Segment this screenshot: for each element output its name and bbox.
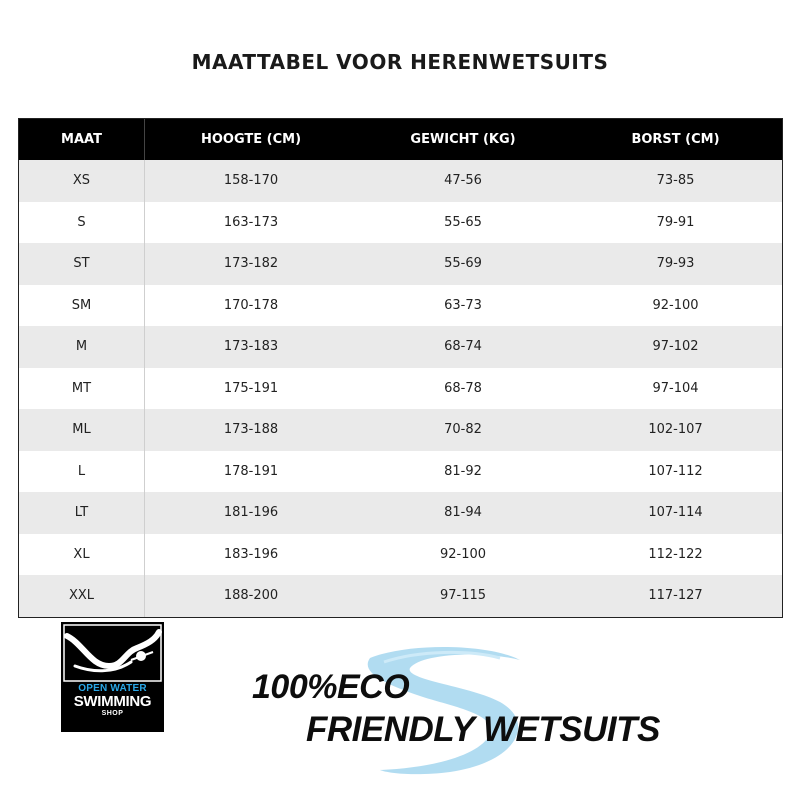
cell-gewicht: 68-78 [444, 380, 482, 396]
size-table [18, 118, 783, 618]
cell-maat: S [19, 202, 145, 244]
cell-gewicht: 63-73 [444, 297, 482, 313]
open-water-swimming-shop-logo [61, 622, 164, 732]
table-row [19, 243, 782, 285]
table-row [19, 326, 782, 368]
logo-text-swimming: SWIMMING [73, 693, 152, 710]
cell-borst: 97-102 [652, 339, 699, 355]
cell-gewicht: 55-65 [444, 214, 482, 230]
cell-hoogte: 173-183 [223, 339, 279, 355]
cell-borst: 107-112 [648, 463, 703, 479]
cell-borst: 102-107 [648, 422, 703, 438]
cell-hoogte: 173-182 [223, 256, 279, 272]
cell-gewicht: 55-69 [444, 256, 482, 272]
header-borst: BORST (CM) [631, 132, 720, 147]
logo-text-shop: SHOP [101, 710, 124, 717]
cell-borst: 73-85 [656, 173, 695, 189]
cell-maat: L [19, 451, 145, 493]
table-row [19, 575, 782, 617]
cell-hoogte: 158-170 [223, 173, 279, 189]
table-row [19, 202, 782, 244]
table-row [19, 285, 782, 327]
cell-borst: 107-114 [648, 505, 703, 521]
cell-borst: 79-93 [656, 256, 695, 272]
cell-maat: ST [19, 243, 145, 285]
cell-maat: SM [19, 285, 145, 327]
cell-borst: 112-122 [648, 546, 703, 562]
cell-maat: LT [19, 492, 145, 534]
cell-maat: ML [19, 409, 145, 451]
cell-hoogte: 188-200 [223, 588, 279, 604]
page-title: MAATTABEL VOOR HERENWETSUITS [191, 50, 609, 74]
cell-borst: 117-127 [648, 588, 703, 604]
table-row [19, 492, 782, 534]
cell-hoogte: 178-191 [223, 463, 279, 479]
cell-hoogte: 170-178 [223, 297, 279, 313]
cell-gewicht: 81-92 [444, 463, 482, 479]
cell-borst: 79-91 [656, 214, 695, 230]
cell-maat: XL [19, 534, 145, 576]
cell-gewicht: 68-74 [444, 339, 482, 355]
logo-text-open-water: OPEN WATER [78, 683, 147, 694]
swimmer-wave-icon [61, 622, 164, 684]
table-row [19, 534, 782, 576]
table-row [19, 368, 782, 410]
cell-maat: XXL [19, 575, 145, 617]
cell-hoogte: 175-191 [223, 380, 279, 396]
tagline-line1: 100%ECO [252, 668, 410, 706]
cell-maat: M [19, 326, 145, 368]
cell-hoogte: 183-196 [223, 546, 279, 562]
cell-hoogte: 173-188 [223, 422, 279, 438]
table-header-row [19, 119, 782, 160]
cell-gewicht: 92-100 [439, 546, 487, 562]
cell-gewicht: 70-82 [444, 422, 482, 438]
header-hoogte: HOOGTE (CM) [200, 132, 302, 147]
table-row [19, 160, 782, 202]
tagline-line2: FRIENDLY WETSUITS [306, 710, 660, 749]
header-gewicht: GEWICHT (KG) [410, 132, 516, 147]
cell-gewicht: 97-115 [439, 588, 487, 604]
table-row [19, 409, 782, 451]
cell-maat: XS [19, 160, 145, 202]
cell-maat: MT [19, 368, 145, 410]
cell-gewicht: 47-56 [444, 173, 482, 189]
cell-hoogte: 163-173 [223, 214, 279, 230]
cell-borst: 97-104 [652, 380, 699, 396]
cell-borst: 92-100 [652, 297, 699, 313]
cell-gewicht: 81-94 [444, 505, 482, 521]
table-row [19, 451, 782, 493]
cell-hoogte: 181-196 [223, 505, 279, 521]
header-maat: MAAT [19, 119, 145, 160]
